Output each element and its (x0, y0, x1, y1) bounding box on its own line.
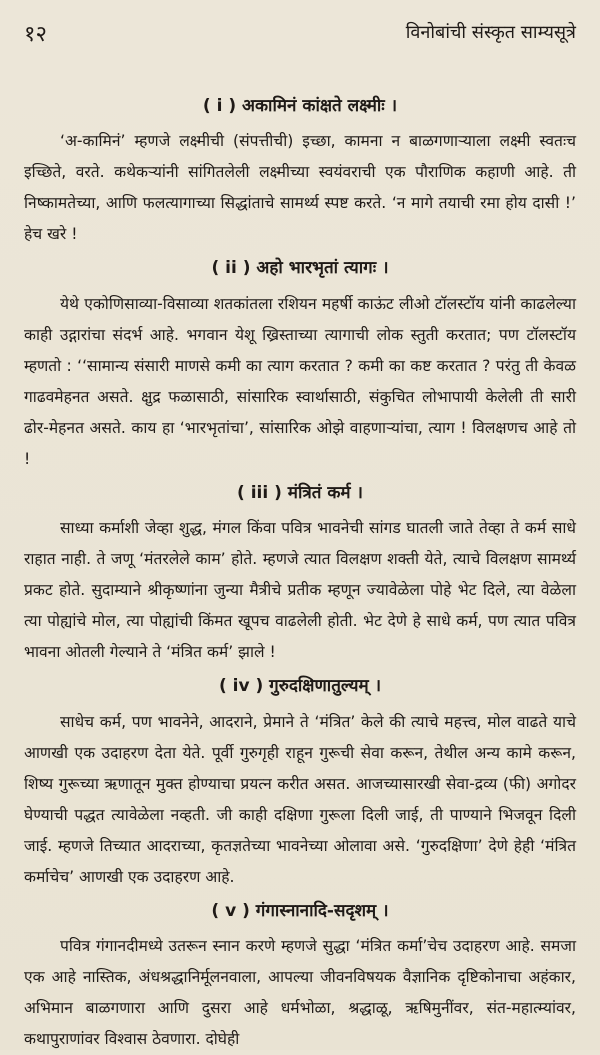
section-paragraph: पवित्र गंगानदीमध्ये उतरून स्नान करणे म्हणजे सुद्धा ‘मंत्रित कर्मा’चेच उदाहरण आहे. समजा एक आहे नास्तिक, अंधश्रद्धानिर्मूलनवाला, आपल्या जीवनविषयक वैज्ञानिक दृष्टिकोनाचा अहंकार, अभिमान बाळगणारा आणि दुसरा आहे धर्मभोळा, श्रद्धाळू, ऋषिमुनींवर, संत-महात्म्यांवर, कथापुराणांवर विश्वास ठेवणारा. दोघेही (24, 936, 576, 1048)
section-paragraph: साध्या कर्माशी जेव्हा शुद्ध, मंगल किंवा पवित्र भावनेची सांगड घातली जाते तेव्हा ते कर्म साधे राहात नाही. ते जणू ‘मंतरलेले काम’ होते. म्हणजे त्यात विलक्षण शक्ती येते, त्याचे विलक्षण सामर्थ्य प्रकट होते. सुदाम्याने श्रीकृष्णांना जुन्या मैत्रीचे प्रतीक म्हणून ज्यावेळेला पोहे भेट दिले, त्या वेळेला त्या पोह्यांचे मोल, त्या पोह्यांची किंमत खूपच वाढलेली होती. भेट देणे हे साधे कर्म, पण त्यात पवित्र भावना ओतली गेल्याने ते ‘मंत्रित कर्म’ झाले ! (24, 519, 576, 662)
section-5 (24, 901, 576, 1055)
section-paragraph: येथे एकोणिसाव्या-विसाव्या शतकांतला रशियन महर्षी काऊंट लीओ टॉलस्टॉय यांनी काढलेल्या काही उद्गारांचा संदर्भ आहे. भगवान येशू ख्रिस्ताच्या त्यागाची लोक स्तुती करतात; पण टॉलस्टॉय म्हणतो : ‘‘सामान्य संसारी माणसे कमी का त्याग करतात ? कमी का कष्ट करतात ? परंतु ती केवळ गाढवमेहनत असते. क्षुद्र फळासाठी, सांसारिक स्वार्थासाठी, संकुचित लोभापायी केलेली ती सारी ढोर-मेहनत असते. काय हा ‘भारभृतांचा’, सांसारिक ओझे वाहणाऱ्यांचा, त्याग ! विलक्षणच आहे तो ! (24, 294, 576, 468)
page-number: १२ (24, 22, 47, 47)
section-heading: ( iv ) गुरुदक्षिणातुल्यम् । (218, 676, 382, 697)
page-header (24, 22, 576, 58)
section-4 (24, 676, 576, 892)
section-heading: ( ii ) अहो भारभृतां त्यागः । (211, 258, 389, 279)
section-heading: ( iii ) मंत्रितं कर्म । (237, 482, 363, 503)
section-paragraph: ‘अ-कामिनं’ म्हणजे लक्ष्मीची (संपत्तीची) इच्छा, कामना न बाळगणाऱ्याला लक्ष्मी स्वतःच इच्छिते, वरते. कथेकऱ्यांनी सांगितलेली लक्ष्मीच्या स्वयंवराची एक पौराणिक कहाणी आहे. ती निष्कामतेच्या, आणि फलत्यागाच्या सिद्धांताचे सामर्थ्य स्पष्ट करते. ‘न मागे तयाची रमा होय दासी !’ हेच खरे ! (24, 132, 576, 244)
page-content (24, 96, 576, 1055)
section-heading: ( v ) गंगास्नानादि-सदृशम् । (211, 900, 389, 921)
running-title: विनोबांची संस्कृत साम्यसूत्रे (405, 22, 576, 43)
section-paragraph: साधेच कर्म, पण भावनेने, आदराने, प्रेमाने ते ‘मंत्रित’ केले की त्याचे महत्त्व, मोल वाढते याचे आणखी एक उदाहरण देता येते. पूर्वी गुरुगृही राहून गुरूची सेवा करून, तेथील अन्य कामे करून, शिष्य गुरूच्या ऋणातून मुक्त होण्याचा प्रयत्न करीत असत. आजच्यासारखी सेवा-द्रव्य (फी) अगोदर घेण्याची पद्धत त्यावेळेला नव्हती. जी काही दक्षिणा गुरूला दिली जाई, ती पाण्याने भिजवून दिली जाई. म्हणजे तिच्यात आदराच्या, कृतज्ञतेच्या भावनेच्या ओलावा असे. ‘गुरुदक्षिणा’ देणे हेही ‘मंत्रित कर्माचेच’ आणखी एक उदाहरण आहे. (24, 712, 576, 886)
section-heading: ( i ) अकामिनं कांक्षते लक्ष्मीः । (202, 96, 398, 116)
section-2 (24, 258, 576, 474)
section-1 (24, 96, 576, 250)
section-3 (24, 483, 576, 668)
